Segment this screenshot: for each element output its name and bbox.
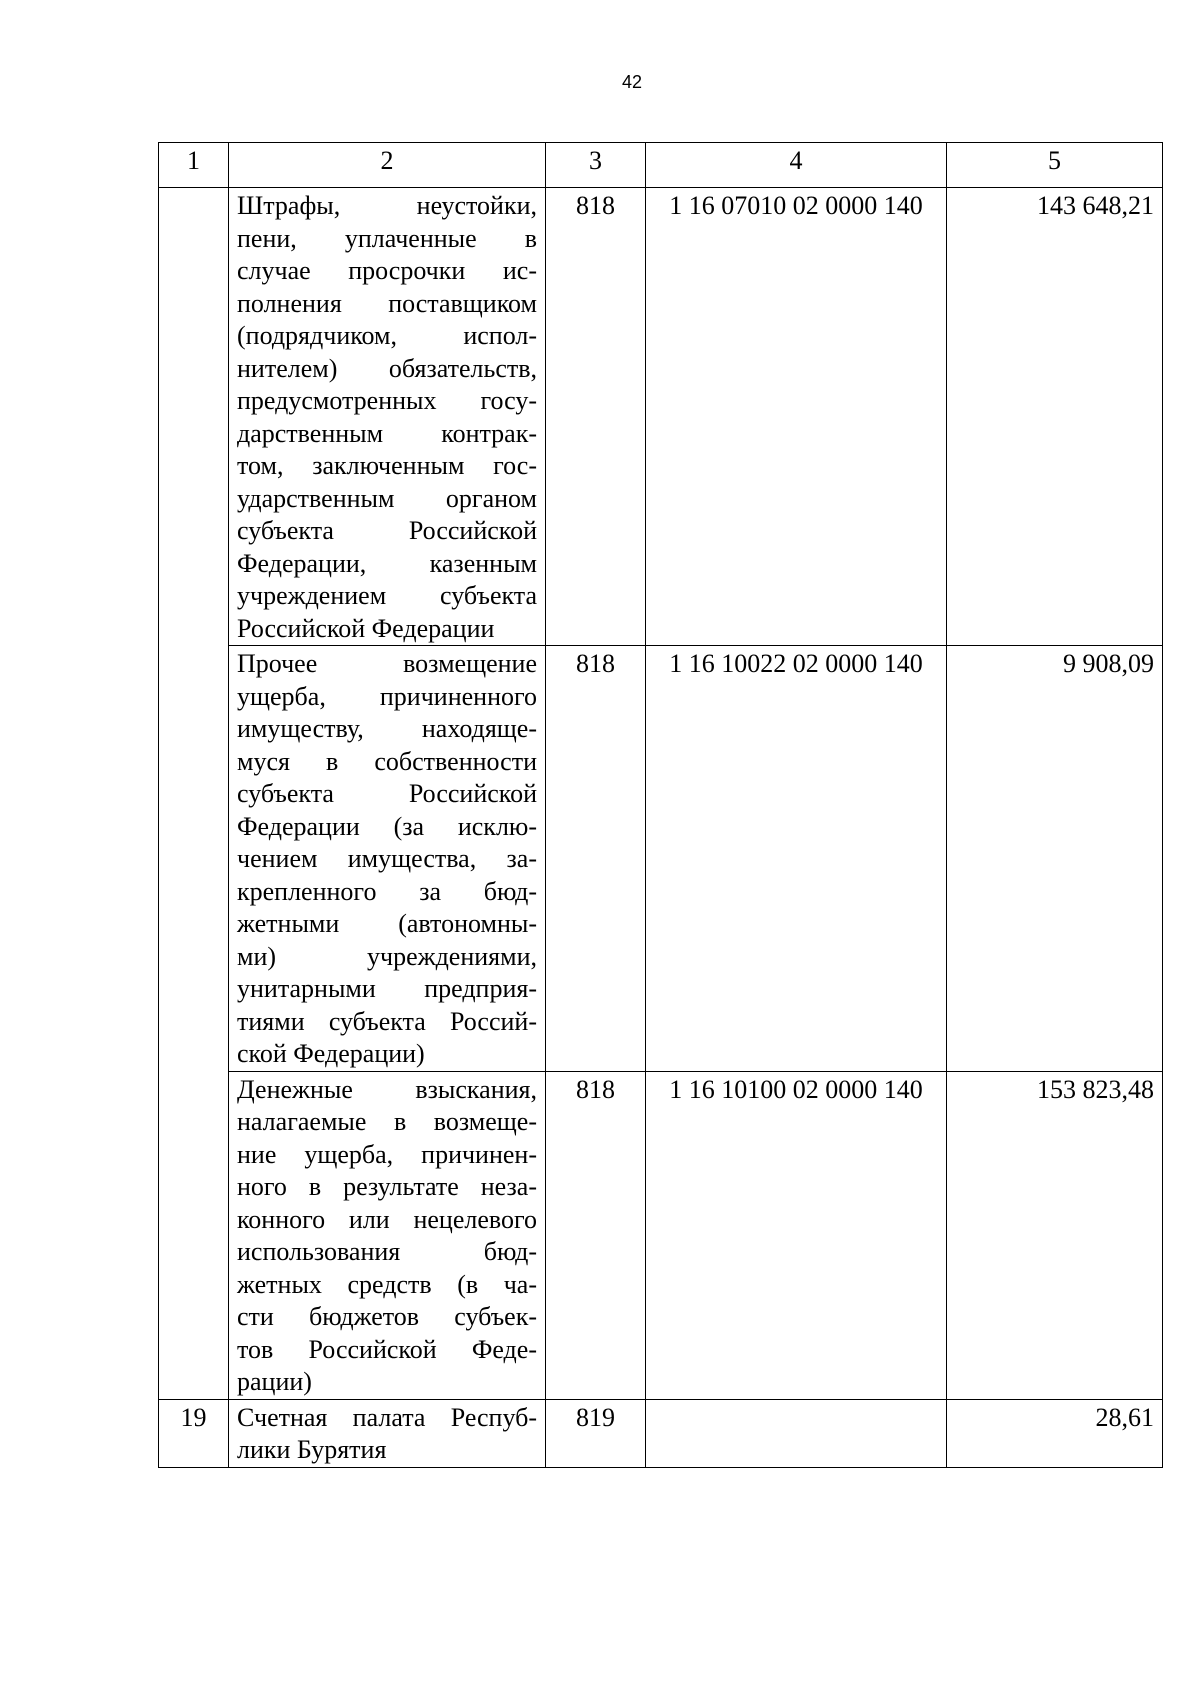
description-line: ущерба, причиненного [237,681,537,711]
description-line: ской Федерации) [237,1039,425,1068]
description-line: использования бюд- [237,1237,537,1266]
table-header-row [159,143,1163,188]
description-line: ми) учреждениями, [237,941,537,971]
description-line: ударственным органом [237,483,537,513]
header-cell-col-4: 4 [646,143,947,188]
header-cell-col-1: 1 [159,143,229,188]
description-line: Российской Федерации [237,613,495,643]
description-line: конного или нецелевого [237,1204,537,1234]
description-line: ного в результате неза- [237,1172,537,1201]
description-line: жетными (автономны- [237,909,537,938]
description-line: предусмотренных госу- [237,386,537,415]
description-line: нителем) обязательств, [237,353,537,383]
budget-code-cell [646,1399,947,1467]
table-row [159,646,1163,1072]
description-line: муся в собственности [237,746,537,776]
description-line: Прочее возмещение [237,649,537,678]
description-line: чением имущества, за- [237,844,537,873]
description-line: (подрядчиком, испол- [237,321,537,350]
description-line: том, заключенным гос- [237,451,537,480]
description-line: тиями субъекта Россий- [237,1006,537,1036]
admin-code-cell: 819 [546,1399,646,1467]
budget-code-cell: 1 16 10100 02 0000 140 [646,1071,947,1399]
budget-code-cell: 1 16 10022 02 0000 140 [646,646,947,1072]
amount-cell: 153 823,48 [947,1071,1163,1399]
description-line: полнения поставщиком [237,288,537,318]
description-cell [229,646,546,1072]
amount-cell: 9 908,09 [947,646,1163,1072]
header-cell-col-3: 3 [546,143,646,188]
description-line: ние ущерба, причинен- [237,1139,537,1169]
description-line: Федерации, казенным [237,548,537,578]
description-line: Штрафы, неустойки, [237,191,537,220]
admin-code-cell: 818 [546,646,646,1072]
description-line: лики Бурятия [237,1435,387,1464]
header-cell-col-2: 2 [229,143,546,188]
row-number-cell [159,646,229,1072]
header-cell-col-5: 5 [947,143,1163,188]
description-cell [229,188,546,646]
description-line: имуществу, находяще- [237,714,537,743]
table-row [159,1399,1163,1467]
row-number-cell [159,1071,229,1399]
description-line: Счетная палата Респуб- [237,1402,537,1432]
description-line: дарственным контрак- [237,418,537,448]
description-cell [229,1399,546,1467]
description-line: тов Российской Феде- [237,1334,537,1364]
page-number: 42 [621,72,643,92]
description-line: жетных средств (в ча- [237,1269,537,1299]
description-line: крепленного за бюд- [237,876,537,906]
amount-cell: 28,61 [947,1399,1163,1467]
admin-code-cell: 818 [546,188,646,646]
row-number-cell: 19 [159,1399,229,1467]
description-line: Денежные взыскания, [237,1074,537,1104]
admin-code-cell: 818 [546,1071,646,1399]
description-line: учреждением субъекта [237,581,537,610]
amount-cell: 143 648,21 [947,188,1163,646]
description-cell [229,1071,546,1399]
table-row [159,1071,1163,1399]
description-line: субъекта Российской [237,779,537,808]
description-line: унитарными предприя- [237,974,537,1003]
budget-revenue-table [158,142,1163,1468]
table-row [159,188,1163,646]
budget-code-cell: 1 16 07010 02 0000 140 [646,188,947,646]
description-line: субъекта Российской [237,516,537,545]
description-line: случае просрочки ис- [237,256,537,285]
row-number-cell [159,188,229,646]
description-line: налагаемые в возмеще- [237,1107,537,1136]
description-line: пени, уплаченные в [237,223,537,253]
description-line: сти бюджетов субъек- [237,1302,537,1331]
description-line: рации) [237,1367,312,1396]
description-line: Федерации (за исклю- [237,811,537,841]
